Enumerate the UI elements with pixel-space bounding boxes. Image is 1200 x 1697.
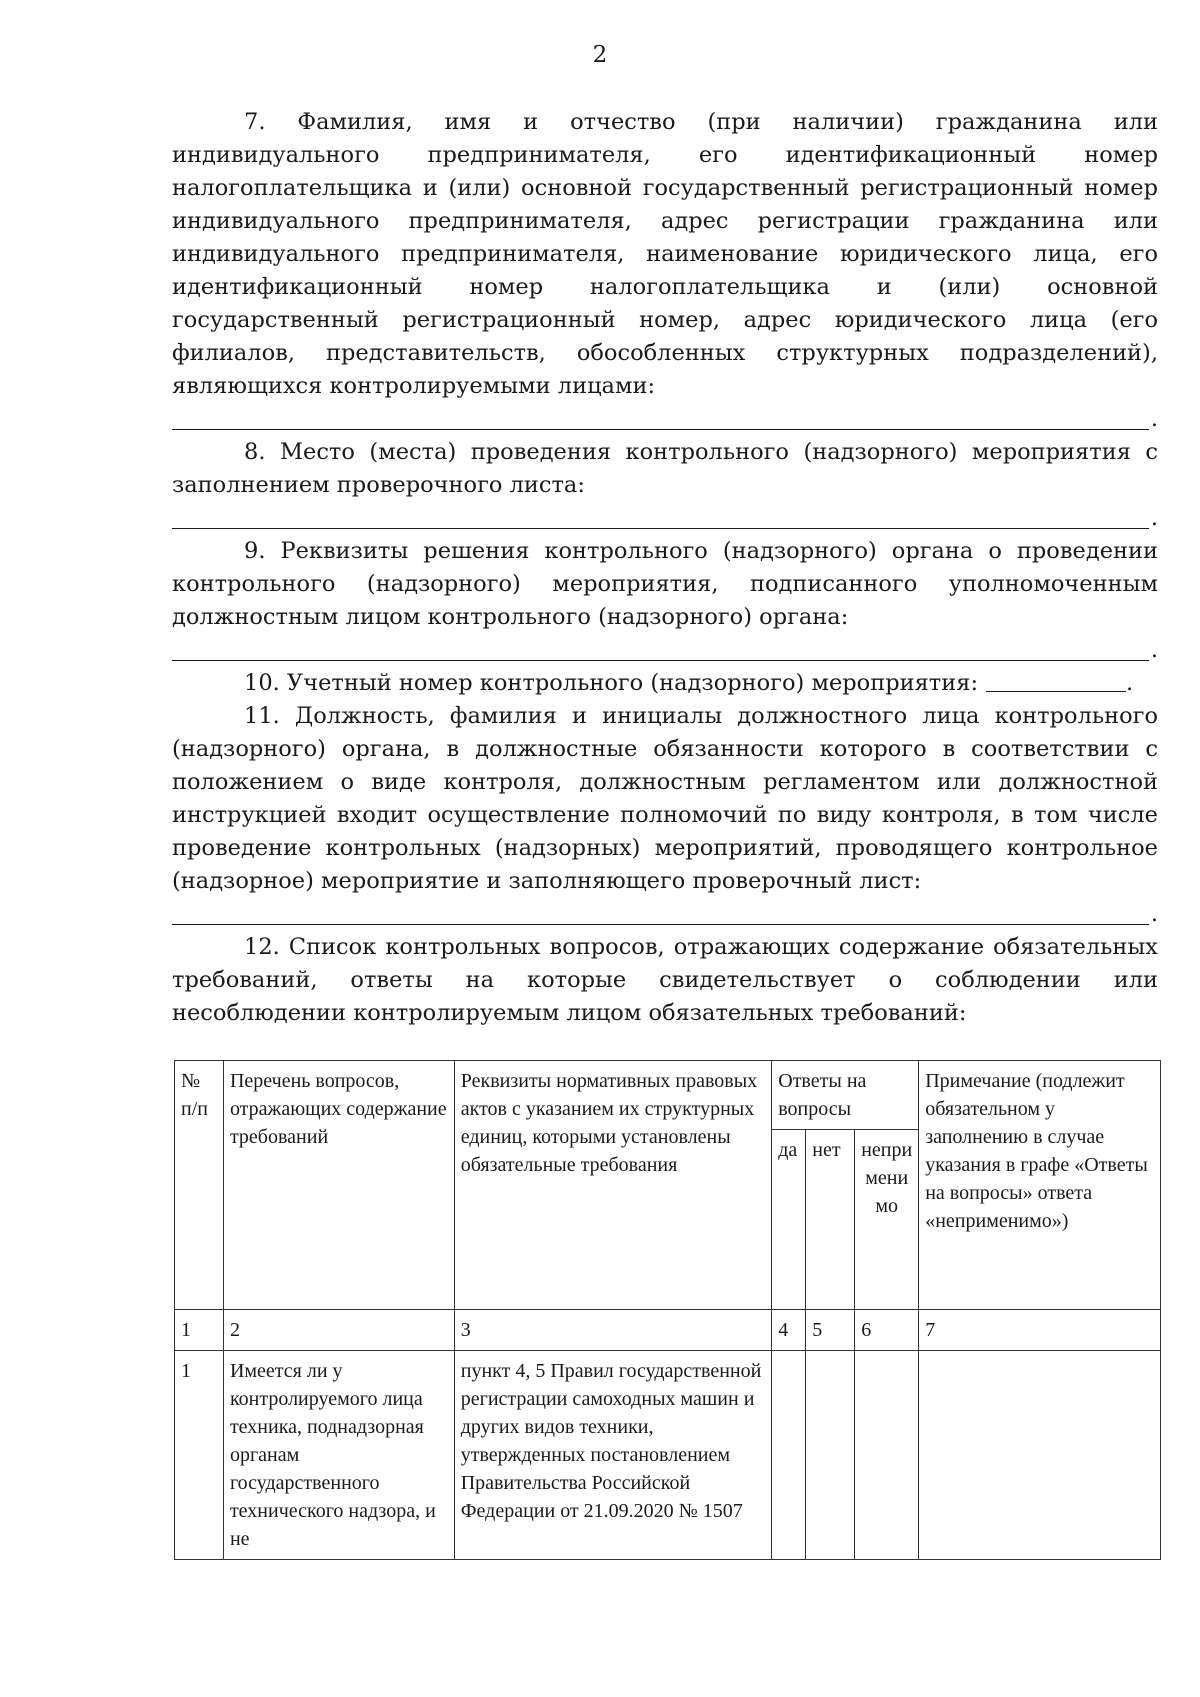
fill-rule <box>172 429 1149 430</box>
item-7-text: 7. Фамилия, имя и отчество (при наличии) гражданина или индивидуального предпринимателя, его идентификационный номер налогоплательщика и (или) основной государственный регистрационный номер индивидуального предпринимателя, адрес регистрации гражданина или индивидуального предпринимателя, наименование юридического лица, его идентификационный номер налогоплательщика и (или) основной государственный регистрационный номер, адрес юридического лица (его филиалов, представительств, обособленных структурных подразделений), являющихся контролируемыми лицами: <box>172 109 1158 399</box>
page-number: 2 <box>592 42 608 68</box>
item-7-fill-line[interactable] <box>172 403 1158 436</box>
table-row <box>175 1351 1161 1560</box>
header-questions: Перечень вопросов, отражающих содержание требований <box>223 1061 454 1310</box>
header-na: непри мени мо <box>855 1130 919 1310</box>
fill-rule <box>172 528 1149 529</box>
table-header-row <box>175 1061 1161 1130</box>
column-number: 5 <box>806 1310 855 1351</box>
item-10-fill-rule[interactable] <box>986 671 1126 692</box>
checklist-table <box>174 1060 1161 1560</box>
column-number: 7 <box>919 1310 1161 1351</box>
item-8-text: 8. Место (места) проведения контрольного (надзорного) мероприятия с заполнением проверочного листа: <box>172 439 1158 498</box>
header-no: нет <box>806 1130 855 1310</box>
header-num: № п/п <box>175 1061 224 1310</box>
header-requisites: Реквизиты нормативных правовых актов с указанием их структурных единиц, которыми установлены обязательные требования <box>454 1061 772 1310</box>
item-11-fill-line[interactable] <box>172 898 1158 931</box>
document-body <box>172 106 1158 1030</box>
item-10-line <box>172 667 1158 700</box>
column-number: 4 <box>772 1310 806 1351</box>
header-note: Примечание (подлежит обязательном у заполнению в случае указания в графе «Ответы на вопросы» ответа «неприменимо») <box>919 1061 1161 1310</box>
column-number: 2 <box>223 1310 454 1351</box>
row-answer-no-cell[interactable] <box>806 1351 855 1560</box>
item-9-fill-line[interactable] <box>172 634 1158 667</box>
column-number: 3 <box>454 1310 772 1351</box>
item-12-text: 12. Список контрольных вопросов, отражающих содержание обязательных требований, ответы на которые свидетельствует о соблюдении или несоблюдении контролируемым лицом обязательных требований: <box>172 934 1158 1026</box>
column-number: 1 <box>175 1310 224 1351</box>
row-answer-yes-cell[interactable] <box>772 1351 806 1560</box>
row-requisite: пункт 4, 5 Правил государственной регистрации самоходных машин и других видов техники, утвержденных постановлением Правительства Российской Федерации от 21.09.2020 № 1507 <box>454 1351 772 1560</box>
row-answer-na-cell[interactable] <box>855 1351 919 1560</box>
line-end-dot: . <box>1150 637 1158 663</box>
header-answers: Ответы на вопросы <box>772 1061 919 1130</box>
item-10-text: 10. Учетный номер контрольного (надзорного) мероприятия: <box>244 670 979 696</box>
fill-rule <box>172 660 1149 661</box>
row-question: Имеется ли у контролируемого лица техника, поднадзорная органам государственного технического надзора, и не <box>223 1351 454 1560</box>
line-end-dot: . <box>1150 505 1158 531</box>
item-11-text: 11. Должность, фамилия и инициалы должностного лица контрольного (надзорного) органа, в должностные обязанности которого в соответствии с положением о виде контроля, должностным регламентом или должностной инструкцией входит осуществление полномочий по виду контроля, в том числе проведение контрольных (надзорных) мероприятий, проводящего контрольное (надзорное) мероприятие и заполняющего проверочный лист: <box>172 703 1158 894</box>
line-end-dot: . <box>1126 670 1134 696</box>
line-end-dot: . <box>1150 901 1158 927</box>
row-num: 1 <box>175 1351 224 1560</box>
column-number-row <box>175 1310 1161 1351</box>
item-8-fill-line[interactable] <box>172 502 1158 535</box>
line-end-dot: . <box>1150 406 1158 432</box>
column-number: 6 <box>855 1310 919 1351</box>
row-note-cell[interactable] <box>919 1351 1161 1560</box>
header-yes: да <box>772 1130 806 1310</box>
item-9-text: 9. Реквизиты решения контрольного (надзорного) органа о проведении контрольного (надзорного) мероприятия, подписанного уполномоченным должностным лицом контрольного (надзорного) органа: <box>172 538 1158 630</box>
fill-rule <box>172 924 1149 925</box>
